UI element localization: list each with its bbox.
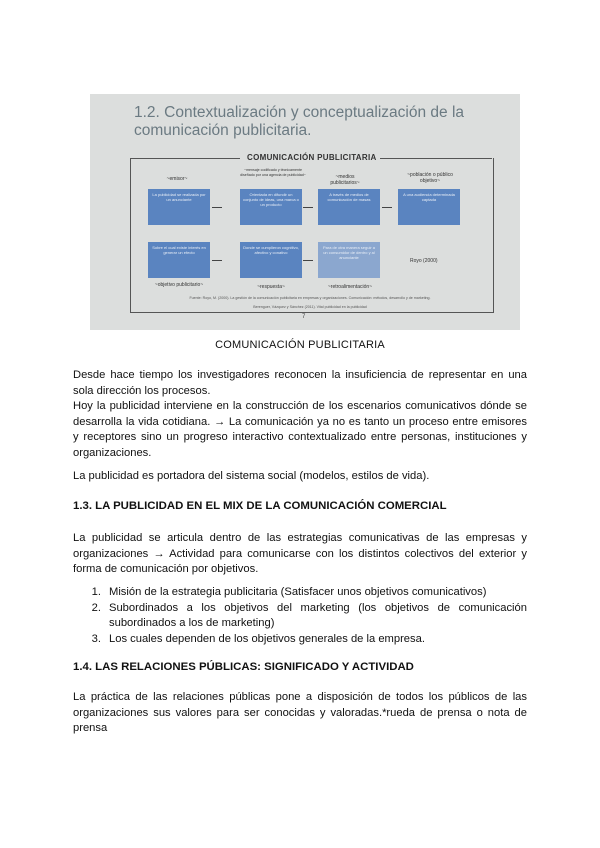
reference: Royo (2000) [410,258,438,264]
paragraph: La práctica de las relaciones públicas pone a disposición de todos los públicos de las organizaciones sus valores para ser conocidas y valoradas.*rueda de prensa o nota de prensa [73,691,527,734]
figure-caption: COMUNICACIÓN PUBLICITARIA [215,339,385,351]
diagram-title: COMUNICACIÓN PUBLICITARIA [247,153,377,162]
label-emisor: ~emisor~ [166,176,188,182]
arrow [303,260,313,261]
list-text: Los cuales dependen de los objetivos generales de la empresa. [109,632,425,645]
slide-footnote: Berenguer, Vázquez y Sánchez (2011). Vital publicidad en la publicidad [253,305,367,309]
box-objetivo: Sobre el cual existe interés en generar un efecto [148,242,210,278]
box-poblacion: A una audiencia determinada captada [398,189,460,225]
list-item [73,601,527,632]
label-respuesta: ~respuesta~ [257,284,285,290]
slide-title: 1.2. Contextualización y conceptualización de la comunicación publicitaria. [134,104,465,139]
list-number: 1. [91,586,101,598]
numbered-list [73,585,527,647]
arrow [382,207,392,208]
label-mensaje: ~mensaje codificado y técnicamente diseñado por una agencia de publicidad~ [240,168,306,177]
paragraph: La publicidad se articula dentro de las estrategias comunicativas de las empresas y organizaciones → Actividad para comunicarse con los distintos colectivos del exterior y forma de comunicación por objetivos. [73,532,527,575]
frame-line [380,158,492,159]
box-medios: A través de medios de comunicación de masas [318,189,380,225]
label-retro: ~retroalimentación~ [327,284,373,290]
arrow [303,207,313,208]
list-item [73,585,527,601]
label-poblacion: ~población o público objetivo~ [407,172,453,184]
box-emisor: La publicidad se realizada por un anunciante [148,189,210,225]
list-number: 3. [91,632,101,645]
box-respuesta: Donde se cumplieron cognitivo, afectivo y conativo [240,242,302,278]
slide-footnote: Fuente: Royo, M. (2000). La gestión de la comunicación publicitaria en empresas y organizaciones. Comunicación: métodos, desarrollo y de marketing. [189,296,431,300]
list-item [73,632,527,648]
section-heading: 1.4. LAS RELACIONES PÚBLICAS: SIGNIFICADO Y ACTIVIDAD [73,661,414,673]
slide-photo [90,94,520,330]
list-number: 2. [91,601,101,614]
frame-line [130,158,240,159]
label-objetivo: ~objetivo publicitario~ [154,282,204,288]
paragraph: Hoy la publicidad interviene en la construcción de los escenarios comunicativos dónde se desarrolla la vida cotidiana. → La comunicación ya no es tanto un proceso entre emisores y receptores sino un progreso interactivo contextualizado entre personas, instituciones y organizaciones. [73,400,527,459]
arrow [212,207,222,208]
list-text: Misión de la estrategia publicitaria (Satisfacer unos objetivos comunicativos) [109,586,487,598]
box-mensaje: Orientada en difundir un conjunto de ideas, una marca o un producto [240,189,302,225]
label-medios: ~medios publicitarios~ [330,174,360,186]
paragraph: Desde hace tiempo los investigadores reconocen la insuficiencia de representar en una sola dirección los procesos. [73,369,527,397]
section-heading: 1.3. LA PUBLICIDAD EN EL MIX DE LA COMUNICACIÓN COMERCIAL [73,500,447,512]
list-text: Subordinados a los objetivos del marketing (los objetivos de comunicación subordinados a los de marketing) [109,601,527,629]
box-retro: Para de otra manera seguir a un consumidor de dentro y al anunciante [318,242,380,278]
paragraph: La publicidad es portadora del sistema social (modelos, estilos de vida). [73,470,430,482]
slide-page-number: 7 [302,314,306,320]
arrow [212,260,222,261]
